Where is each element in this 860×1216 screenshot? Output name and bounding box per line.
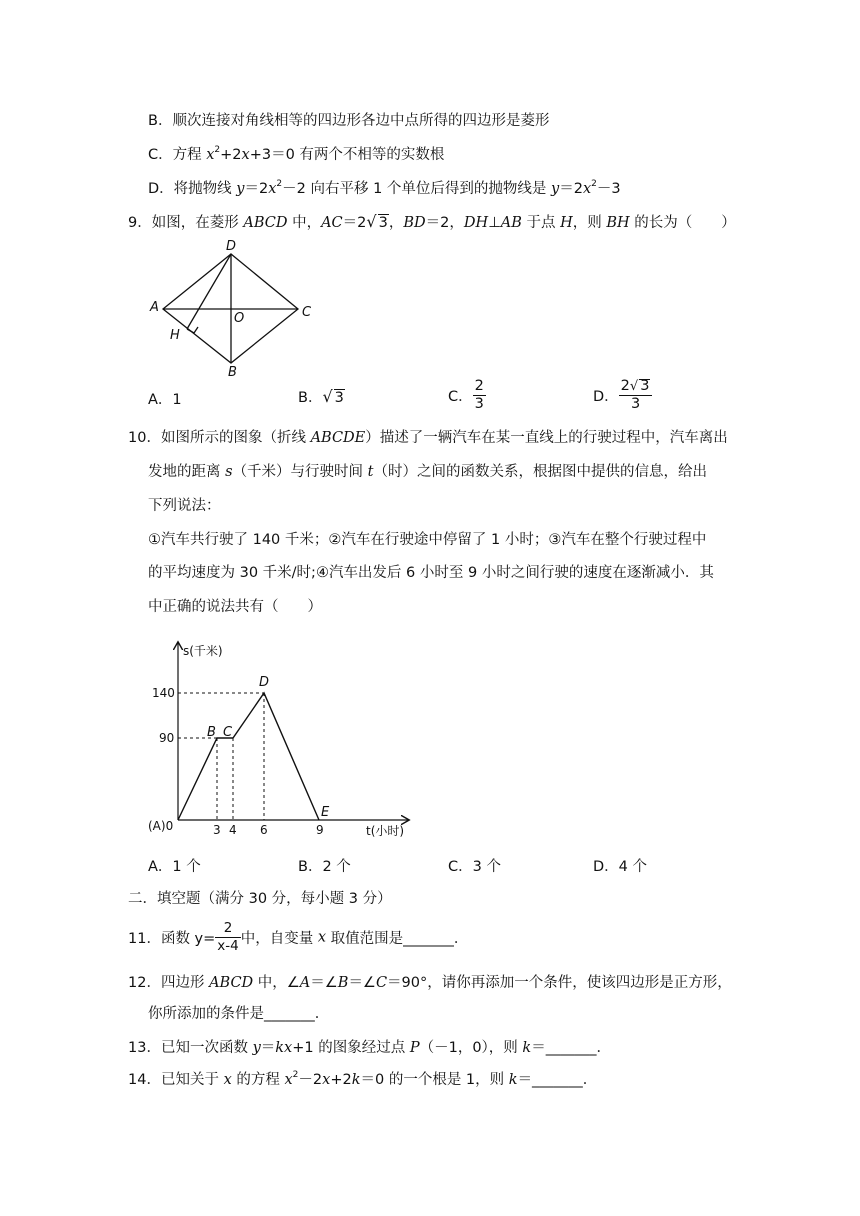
q10-line6: 中正确的说法共有（ ） [148, 599, 322, 615]
origin-label: (A)0 [148, 819, 174, 833]
polyline-abcde [178, 693, 319, 820]
q12-line1: 12．四边形 ABCD 中，∠A＝∠B＝∠C＝90°，请你再添加一个条件，使该四边形是正方形， [128, 975, 732, 991]
q10-line4: ①汽车共行驶了 140 千米；②汽车在行驶途中停留了 1 小时；③汽车在整个行驶过程中 [148, 532, 707, 548]
q8-option-d: D．将抛物线 $y=2x^2-2$ 向右平移 1 个单位后得到的抛物线是 $y=2x^2-3$ [148, 179, 621, 197]
q9-option-c: C． $\frac{2}{3}$ [448, 378, 484, 412]
q10-option-d: D．4 个 [593, 859, 647, 875]
tick-9: 9 [316, 823, 324, 837]
tick-6: 6 [260, 823, 268, 837]
rhombus-figure [140, 236, 330, 376]
q10-option-b: B．2 个 [298, 859, 351, 875]
q13: 13．已知一次函数 y＝kx+1 的图象经过点 P（－1，0），则 k＝_______． [128, 1040, 611, 1056]
q9-option-a: A．1 [148, 392, 182, 408]
point-b: B [207, 725, 216, 740]
tick-3: 3 [213, 823, 221, 837]
q10-line1: 10．如图所示的图象（折线 ABCDE）描述了一辆汽车在某一直线上的行驶过程中，汽车离出 [128, 430, 728, 446]
tick-140: 140 [152, 686, 175, 700]
y-axis-label: s(千米) [183, 644, 223, 658]
right-angle-mark [187, 327, 198, 333]
q8-option-b: B．顺次连接对角线相等的四边形各边中点所得的四边形是菱形 [148, 113, 550, 129]
q9-option-b: B．√ 3 [298, 387, 344, 406]
point-d: D [259, 675, 270, 690]
q10-line5: 的平均速度为 30 千米/时;④汽车出发后 6 小时至 9 小时之间行驶的速度在逐渐减小．其 [148, 565, 714, 581]
q10-line3: 下列说法： [148, 498, 221, 514]
q10-option-c: C．3 个 [448, 859, 501, 875]
q14: 14．已知关于 x 的方程 $x^2-2x+2k=0$ 的一个根是 1，则 k＝_______． [128, 1070, 598, 1088]
x-axis-label: t(小时) [366, 824, 405, 838]
q10-line2: 发地的距离 s（千米）与行驶时间 t（时）之间的函数关系，根据图中提供的信息，给出 [148, 464, 707, 480]
label-b: B [228, 365, 237, 376]
section-2-heading: 二．填空题（满分 30 分，每小题 3 分） [128, 891, 392, 907]
q12-line2: 你所添加的条件是_______． [148, 1006, 330, 1022]
q9-stem: 9．如图，在菱形 ABCD 中，AC＝2√ 3，BD＝2，DH⊥AB 于点 H，则 BH 的长为（ ） [128, 212, 736, 231]
q8-option-c: C．方程 $x^2+2x+3=0$ 有两个不相等的实数根 [148, 145, 445, 163]
distance-time-graph [140, 635, 430, 845]
tick-4: 4 [229, 823, 237, 837]
label-c: C [302, 305, 312, 320]
point-e: E [321, 805, 330, 820]
q10-option-a: A．1 个 [148, 859, 201, 875]
segment-dh [187, 254, 231, 329]
point-c: C [223, 725, 233, 740]
q9-option-d: D． $\frac{2√ 3}{3}$ [593, 378, 652, 413]
tick-90: 90 [159, 731, 175, 745]
label-d: D [226, 239, 237, 254]
q11: 11．函数 y= $\frac{2}{x-4}$ 中，自变量 x 取值范围是_______． [128, 920, 469, 954]
label-a: A [150, 300, 159, 315]
label-h: H [170, 328, 180, 343]
label-o: O [234, 311, 245, 326]
